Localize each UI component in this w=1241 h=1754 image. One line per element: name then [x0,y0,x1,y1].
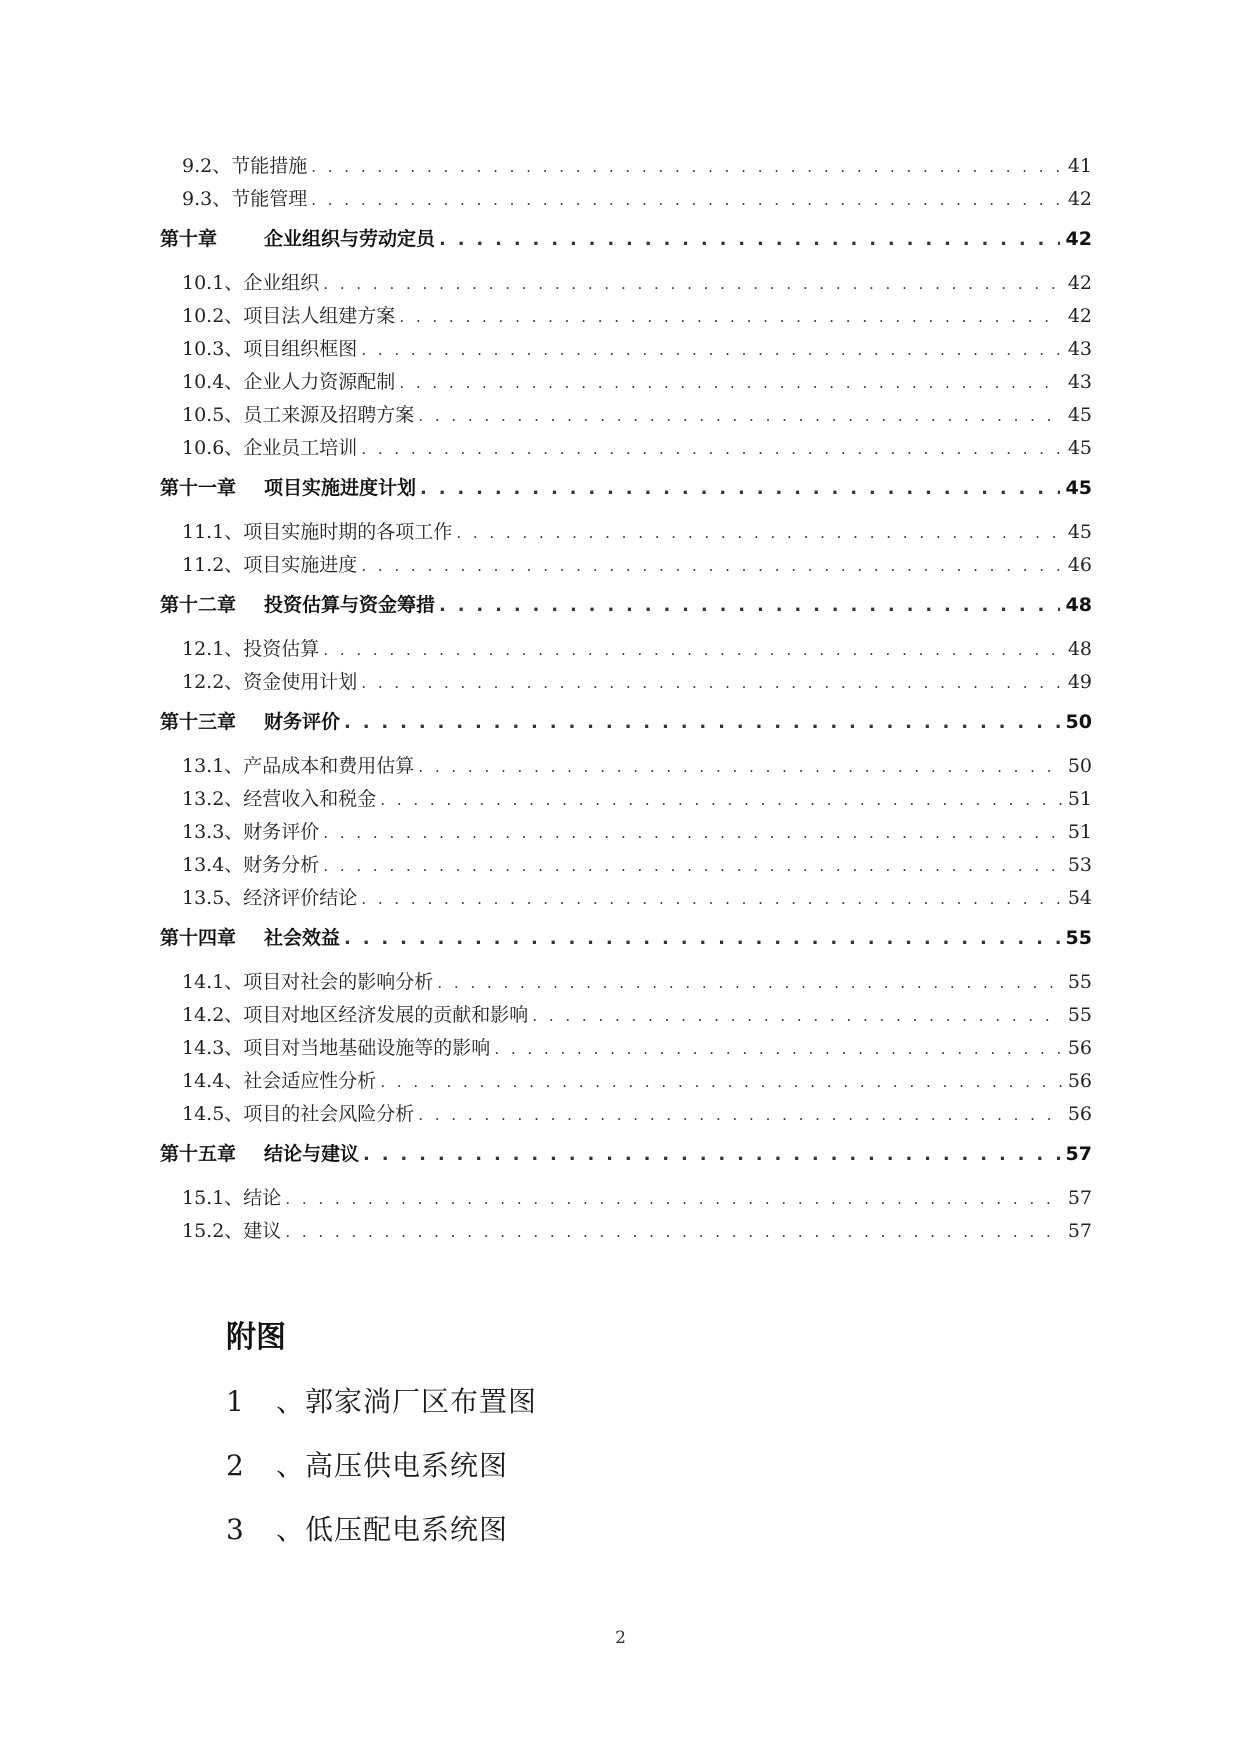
dot-leader [456,524,1062,542]
dot-leader [344,928,1060,949]
toc-chapter-number: 第十一章 [160,477,237,499]
toc-section-entry[interactable] [160,1216,1092,1249]
appendix-item-text: 、郭家淌厂区布置图 [276,1385,538,1418]
dot-leader [361,557,1062,575]
appendix-item-number: 2 [226,1449,245,1482]
toc-section-entry[interactable] [160,883,1092,916]
toc-section-entry[interactable] [160,517,1092,550]
toc-section-label: 14.4、社会适应性分析 [182,1070,377,1092]
dot-leader [323,824,1062,842]
toc-page-number: 45 [1067,404,1092,426]
toc-chapter-label [160,590,439,617]
toc-section-entry[interactable] [160,1099,1092,1132]
toc-page-number: 45 [1067,521,1092,543]
dot-leader [420,478,1060,499]
dot-leader [361,440,1062,458]
toc-section-entry[interactable] [160,1066,1092,1099]
toc-section-entry[interactable] [160,1033,1092,1066]
dot-leader [361,341,1062,359]
toc-chapter-number: 第十章 [160,228,218,250]
toc-chapter-entry[interactable] [160,466,1092,517]
toc-page-number: 43 [1067,338,1092,360]
toc-chapter-label [160,473,420,500]
dot-leader [363,1144,1060,1165]
appendix-item [226,1382,537,1446]
toc-section-entry[interactable] [160,268,1092,301]
toc-section-entry[interactable] [160,334,1092,367]
toc-chapter-title: 投资估算与资金筹措 [264,594,436,616]
toc-section-entry[interactable] [160,751,1092,784]
toc-section-entry[interactable] [160,784,1092,817]
dot-leader [418,407,1062,425]
appendix-item-text: 、低压配电系统图 [276,1513,509,1546]
toc-section-label: 9.2、节能措施 [182,155,308,177]
dot-leader [494,1040,1062,1058]
toc-section-label: 13.5、经济评价结论 [182,887,358,909]
toc-section-entry[interactable] [160,151,1092,184]
toc-section-label: 10.6、企业员工培训 [182,437,358,459]
toc-chapter-entry[interactable] [160,916,1092,967]
dot-leader [380,1073,1062,1091]
toc-page-number: 51 [1067,821,1092,843]
toc-chapter-number: 第十五章 [160,1143,237,1165]
toc-chapter-title: 项目实施进度计划 [264,477,417,499]
toc-chapter-label [160,923,344,950]
toc-page-number: 56 [1067,1037,1092,1059]
toc-section-entry[interactable] [160,850,1092,883]
dot-leader [380,791,1062,809]
toc-chapter-title: 企业组织与劳动定员 [264,228,436,250]
appendix-section [226,1312,537,1574]
toc-page-number: 57 [1067,1220,1092,1242]
toc-page-number: 50 [1067,755,1092,777]
dot-leader [285,1190,1062,1208]
toc-section-entry[interactable] [160,967,1092,1000]
toc-section-label: 13.2、经营收入和税金 [182,788,377,810]
toc-page-number: 48 [1065,594,1092,616]
toc-chapter-label [160,707,344,734]
toc-section-label: 13.3、财务评价 [182,821,320,843]
dot-leader [323,275,1062,293]
toc-section-label: 10.3、项目组织框图 [182,338,358,360]
toc-page-number: 56 [1067,1103,1092,1125]
toc-chapter-entry[interactable] [160,583,1092,634]
dot-leader [344,712,1060,733]
toc-page-number: 53 [1067,854,1092,876]
appendix-item [226,1510,537,1574]
dot-leader [439,595,1060,616]
toc-section-label: 14.5、项目的社会风险分析 [182,1103,415,1125]
toc-chapter-entry[interactable] [160,1132,1092,1183]
toc-page-number: 45 [1065,477,1092,499]
toc-section-entry[interactable] [160,1000,1092,1033]
appendix-title: 附图 [226,1320,286,1355]
dot-leader [439,229,1060,250]
toc-section-label: 12.2、资金使用计划 [182,671,358,693]
toc-page-number: 42 [1067,305,1092,327]
dot-leader [532,1007,1062,1025]
dot-leader [285,1223,1062,1241]
toc-section-label: 13.4、财务分析 [182,854,320,876]
toc-chapter-number: 第十四章 [160,927,237,949]
toc-section-entry[interactable] [160,1183,1092,1216]
toc-page-number: 56 [1067,1070,1092,1092]
toc-page-number: 48 [1067,638,1092,660]
toc-chapter-number: 第十三章 [160,711,237,733]
toc-page-number: 42 [1067,272,1092,294]
toc-section-label: 10.5、员工来源及招聘方案 [182,404,415,426]
toc-section-label: 13.1、产品成本和费用估算 [182,755,415,777]
appendix-item-number: 3 [226,1513,245,1546]
toc-page-number: 57 [1065,1143,1092,1165]
toc-section-entry[interactable] [160,184,1092,217]
dot-leader [361,674,1062,692]
appendix-item [226,1446,537,1510]
toc-section-label: 14.1、项目对社会的影响分析 [182,971,434,993]
toc-chapter-title: 财务评价 [264,711,341,733]
dot-leader [323,641,1062,659]
toc-page-number: 46 [1067,554,1092,576]
toc-section-entry[interactable] [160,667,1092,700]
toc-page-number: 42 [1067,188,1092,210]
appendix-item-number: 1 [226,1385,245,1418]
toc-section-label: 10.1、企业组织 [182,272,320,294]
appendix-item-text: 、高压供电系统图 [276,1449,509,1482]
toc-chapter-entry[interactable] [160,217,1092,268]
dot-leader [311,191,1062,209]
toc-page-number: 45 [1067,437,1092,459]
toc-chapter-number: 第十二章 [160,594,237,616]
toc-page-number: 49 [1067,671,1092,693]
toc-page-number: 43 [1067,371,1092,393]
toc-section-entry[interactable] [160,817,1092,850]
toc-section-label: 12.1、投资估算 [182,638,320,660]
dot-leader [418,758,1062,776]
toc-chapter-entry[interactable] [160,700,1092,751]
toc-page-number: 54 [1067,887,1092,909]
toc-section-label: 15.1、结论 [182,1187,282,1209]
page-number: 2 [615,1628,626,1648]
table-of-contents [160,151,1092,1249]
toc-section-label: 14.3、项目对当地基础设施等的影响 [182,1037,491,1059]
dot-leader [323,857,1062,875]
toc-section-label: 15.2、建议 [182,1220,282,1242]
toc-page-number: 41 [1067,155,1092,177]
toc-section-entry[interactable] [160,433,1092,466]
toc-section-entry[interactable] [160,634,1092,667]
toc-section-entry[interactable] [160,301,1092,334]
toc-section-entry[interactable] [160,367,1092,400]
dot-leader [399,308,1062,326]
dot-leader [437,974,1062,992]
toc-page-number: 42 [1065,228,1092,250]
toc-section-label: 14.2、项目对地区经济发展的贡献和影响 [182,1004,529,1026]
dot-leader [311,158,1062,176]
toc-chapter-label [160,224,439,251]
toc-chapter-title: 社会效益 [264,927,341,949]
dot-leader [361,890,1062,908]
toc-page-number: 55 [1065,927,1092,949]
toc-section-label: 10.2、项目法人组建方案 [182,305,396,327]
dot-leader [399,374,1062,392]
toc-page-number: 57 [1067,1187,1092,1209]
toc-page-number: 55 [1067,1004,1092,1026]
toc-section-label: 9.3、节能管理 [182,188,308,210]
toc-section-entry[interactable] [160,400,1092,433]
toc-section-entry[interactable] [160,550,1092,583]
toc-page-number: 50 [1065,711,1092,733]
dot-leader [418,1106,1062,1124]
toc-page-number: 51 [1067,788,1092,810]
toc-section-label: 11.2、项目实施进度 [182,554,358,576]
toc-page-number: 55 [1067,971,1092,993]
toc-section-label: 10.4、企业人力资源配制 [182,371,396,393]
toc-section-label: 11.1、项目实施时期的各项工作 [182,521,453,543]
toc-chapter-label [160,1139,363,1166]
toc-chapter-title: 结论与建议 [264,1143,360,1165]
